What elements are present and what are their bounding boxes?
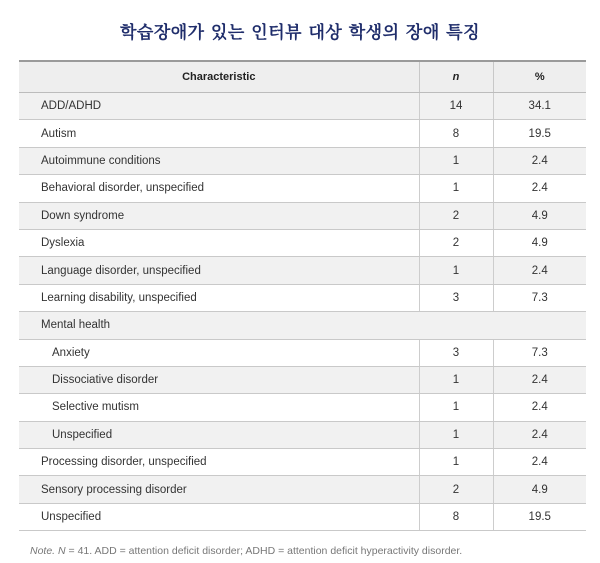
- row-n: 8: [419, 120, 493, 147]
- table-row: [19, 93, 586, 120]
- row-n: 1: [419, 394, 493, 421]
- row-label: Autoimmune conditions: [19, 147, 419, 174]
- row-percent: 2.4: [493, 449, 586, 476]
- table-row: [19, 394, 586, 421]
- row-percent: 7.3: [493, 284, 586, 311]
- table-row: [19, 229, 586, 256]
- row-label: ADD/ADHD: [19, 93, 419, 120]
- row-n: 3: [419, 339, 493, 366]
- table-row: [19, 202, 586, 229]
- header-row: [19, 61, 586, 93]
- row-label: Sensory processing disorder: [19, 476, 419, 503]
- row-label: Anxiety: [19, 339, 419, 366]
- row-n: 8: [419, 503, 493, 530]
- table-row: [19, 449, 586, 476]
- row-label: Language disorder, unspecified: [19, 257, 419, 284]
- note-n-label: N: [58, 545, 66, 558]
- row-n: 1: [419, 257, 493, 284]
- table-row: [19, 339, 586, 366]
- row-n: 14: [419, 93, 493, 120]
- table-row: [19, 147, 586, 174]
- page-title: 학습장애가 있는 인터뷰 대상 학생의 장애 특징: [119, 23, 481, 43]
- table-row: [19, 366, 586, 393]
- row-percent: 4.9: [493, 229, 586, 256]
- row-percent: 19.5: [493, 120, 586, 147]
- row-percent: 4.9: [493, 202, 586, 229]
- row-label: Down syndrome: [19, 202, 419, 229]
- note-label: Note.: [30, 545, 56, 558]
- table-row: [19, 421, 586, 448]
- row-n: 1: [419, 147, 493, 174]
- row-percent: 2.4: [493, 175, 586, 202]
- row-n: 2: [419, 476, 493, 503]
- characteristics-table: [19, 60, 586, 557]
- row-percent: 19.5: [493, 503, 586, 530]
- row-label: Behavioral disorder, unspecified: [19, 175, 419, 202]
- row-label: Processing disorder, unspecified: [19, 449, 419, 476]
- table-note-row: [19, 531, 586, 558]
- row-n: 2: [419, 229, 493, 256]
- note-text: = 41. ADD = attention deficit disorder; ADHD = attention deficit hyperactivity disorder.: [65, 545, 463, 558]
- row-percent: 34.1: [493, 93, 586, 120]
- row-label: Selective mutism: [19, 394, 419, 421]
- row-percent: 2.4: [493, 257, 586, 284]
- table-note: [19, 531, 586, 558]
- table-row: [19, 175, 586, 202]
- row-n: 2: [419, 202, 493, 229]
- row-label: Unspecified: [19, 503, 419, 530]
- row-label: Dyslexia: [19, 229, 419, 256]
- row-label: Autism: [19, 120, 419, 147]
- row-n: 1: [419, 421, 493, 448]
- table-row: [19, 476, 586, 503]
- header-characteristic: Characteristic: [19, 61, 419, 93]
- row-percent: 2.4: [493, 366, 586, 393]
- row-percent: 2.4: [493, 394, 586, 421]
- row-percent: 4.9: [493, 476, 586, 503]
- table-row: [19, 257, 586, 284]
- row-percent: 7.3: [493, 339, 586, 366]
- row-label: Unspecified: [19, 421, 419, 448]
- group-label: Mental health: [19, 312, 586, 339]
- row-label: Dissociative disorder: [19, 366, 419, 393]
- table-row: [19, 120, 586, 147]
- table-row: [19, 284, 586, 311]
- table-row: [19, 503, 586, 530]
- row-n: 1: [419, 449, 493, 476]
- group-row-mental-health: [19, 312, 586, 339]
- row-n: 1: [419, 366, 493, 393]
- row-percent: 2.4: [493, 147, 586, 174]
- row-n: 3: [419, 284, 493, 311]
- row-n: 1: [419, 175, 493, 202]
- header-n: n: [419, 61, 493, 93]
- row-label: Learning disability, unspecified: [19, 284, 419, 311]
- row-percent: 2.4: [493, 421, 586, 448]
- header-percent: %: [493, 61, 586, 93]
